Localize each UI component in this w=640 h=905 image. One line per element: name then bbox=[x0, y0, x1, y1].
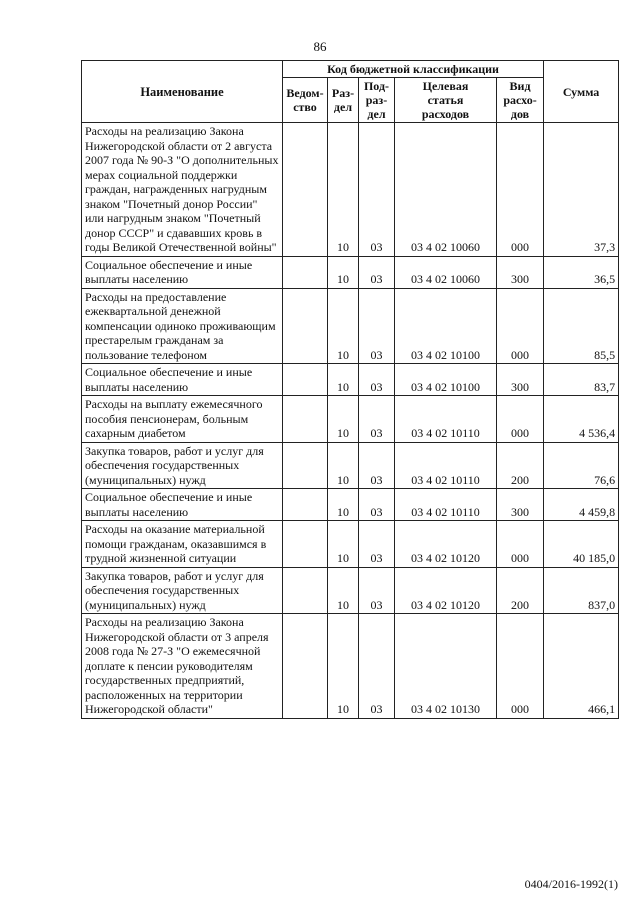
row-subsection: 03 bbox=[359, 123, 395, 257]
table-row bbox=[82, 521, 619, 568]
row-section: 10 bbox=[328, 614, 359, 719]
table-row bbox=[82, 489, 619, 521]
row-section: 10 bbox=[328, 396, 359, 443]
table-row bbox=[82, 567, 619, 614]
row-amount: 36,5 bbox=[544, 256, 619, 288]
row-dept bbox=[283, 256, 328, 288]
row-subsection: 03 bbox=[359, 442, 395, 489]
row-target: 03 4 02 10120 bbox=[395, 567, 497, 614]
row-name: Социальное обеспечение и иные выплаты населению bbox=[82, 364, 283, 396]
row-subsection: 03 bbox=[359, 364, 395, 396]
row-type: 200 bbox=[497, 442, 544, 489]
row-name: Расходы на реализацию Закона Нижегородской области от 3 апреля 2008 года № 27-З "О ежемесячной доплате к пенсии руководителям государственных предприятий, расположенных на территории Нижегородской области" bbox=[82, 614, 283, 719]
table-row bbox=[82, 364, 619, 396]
table-row bbox=[82, 614, 619, 719]
page-number: 86 bbox=[313, 39, 327, 54]
row-subsection: 03 bbox=[359, 288, 395, 364]
row-section: 10 bbox=[328, 364, 359, 396]
row-amount: 85,5 bbox=[544, 288, 619, 364]
row-amount: 4 536,4 bbox=[544, 396, 619, 443]
row-dept bbox=[283, 123, 328, 257]
row-section: 10 bbox=[328, 256, 359, 288]
row-target: 03 4 02 10110 bbox=[395, 442, 497, 489]
row-name: Расходы на реализацию Закона Нижегородской области от 2 августа 2007 года № 90-З "О дополнительных мерах социальной поддержки граждан, награжденных нагрудным знаком "Почетный донор России" или нагрудным знаком "Почетный донор СССР" и сдававших кровь в годы Великой Отечественной войны" bbox=[82, 123, 283, 257]
table-row bbox=[82, 396, 619, 443]
row-dept bbox=[283, 567, 328, 614]
row-dept bbox=[283, 614, 328, 719]
row-name: Расходы на предоставление ежеквартальной денежной компенсации одиноко проживающим престарелым гражданам за пользование телефоном bbox=[82, 288, 283, 364]
row-type: 300 bbox=[497, 364, 544, 396]
row-dept bbox=[283, 521, 328, 568]
row-type: 000 bbox=[497, 123, 544, 257]
row-type: 200 bbox=[497, 567, 544, 614]
row-type: 000 bbox=[497, 521, 544, 568]
row-type: 000 bbox=[497, 396, 544, 443]
row-subsection: 03 bbox=[359, 489, 395, 521]
document-code: 0404/2016-1992(1) bbox=[524, 877, 618, 891]
row-name: Социальное обеспечение и иные выплаты населению bbox=[82, 489, 283, 521]
header-dept: Ведом- ство bbox=[283, 78, 328, 123]
row-section: 10 bbox=[328, 123, 359, 257]
row-subsection: 03 bbox=[359, 567, 395, 614]
row-name: Расходы на выплату ежемесячного пособия пенсионерам, больным сахарным диабетом bbox=[82, 396, 283, 443]
row-target: 03 4 02 10130 bbox=[395, 614, 497, 719]
row-type: 300 bbox=[497, 489, 544, 521]
row-target: 03 4 02 10060 bbox=[395, 256, 497, 288]
budget-table bbox=[81, 60, 619, 719]
header-type: Вид расхо- дов bbox=[497, 78, 544, 123]
row-dept bbox=[283, 288, 328, 364]
header-amount: Сумма bbox=[544, 61, 619, 123]
row-type: 300 bbox=[497, 256, 544, 288]
header-target: Целевая статья расходов bbox=[395, 78, 497, 123]
row-amount: 76,6 bbox=[544, 442, 619, 489]
row-subsection: 03 bbox=[359, 256, 395, 288]
row-amount: 83,7 bbox=[544, 364, 619, 396]
row-amount: 466,1 bbox=[544, 614, 619, 719]
table-row bbox=[82, 288, 619, 364]
table-body bbox=[82, 123, 619, 719]
row-name: Закупка товаров, работ и услуг для обеспечения государственных (муниципальных) нужд bbox=[82, 442, 283, 489]
row-amount: 37,3 bbox=[544, 123, 619, 257]
row-dept bbox=[283, 364, 328, 396]
header-section: Раз- дел bbox=[328, 78, 359, 123]
row-section: 10 bbox=[328, 521, 359, 568]
row-subsection: 03 bbox=[359, 396, 395, 443]
row-target: 03 4 02 10110 bbox=[395, 396, 497, 443]
row-type: 000 bbox=[497, 288, 544, 364]
row-amount: 837,0 bbox=[544, 567, 619, 614]
header-subsection: Под- раз- дел bbox=[359, 78, 395, 123]
row-section: 10 bbox=[328, 442, 359, 489]
header-name: Наименование bbox=[82, 61, 283, 123]
row-dept bbox=[283, 442, 328, 489]
row-section: 10 bbox=[328, 567, 359, 614]
row-subsection: 03 bbox=[359, 614, 395, 719]
table-row bbox=[82, 442, 619, 489]
row-target: 03 4 02 10100 bbox=[395, 288, 497, 364]
row-target: 03 4 02 10060 bbox=[395, 123, 497, 257]
row-target: 03 4 02 10100 bbox=[395, 364, 497, 396]
row-dept bbox=[283, 396, 328, 443]
header-classification: Код бюджетной классификации bbox=[283, 61, 544, 78]
table-row bbox=[82, 123, 619, 257]
row-subsection: 03 bbox=[359, 521, 395, 568]
row-amount: 4 459,8 bbox=[544, 489, 619, 521]
row-name: Социальное обеспечение и иные выплаты населению bbox=[82, 256, 283, 288]
row-target: 03 4 02 10120 bbox=[395, 521, 497, 568]
row-name: Расходы на оказание материальной помощи гражданам, оказавшимся в трудной жизненной ситуации bbox=[82, 521, 283, 568]
row-dept bbox=[283, 489, 328, 521]
row-type: 000 bbox=[497, 614, 544, 719]
row-name: Закупка товаров, работ и услуг для обеспечения государственных (муниципальных) нужд bbox=[82, 567, 283, 614]
row-target: 03 4 02 10110 bbox=[395, 489, 497, 521]
row-amount: 40 185,0 bbox=[544, 521, 619, 568]
row-section: 10 bbox=[328, 489, 359, 521]
table-row bbox=[82, 256, 619, 288]
row-section: 10 bbox=[328, 288, 359, 364]
